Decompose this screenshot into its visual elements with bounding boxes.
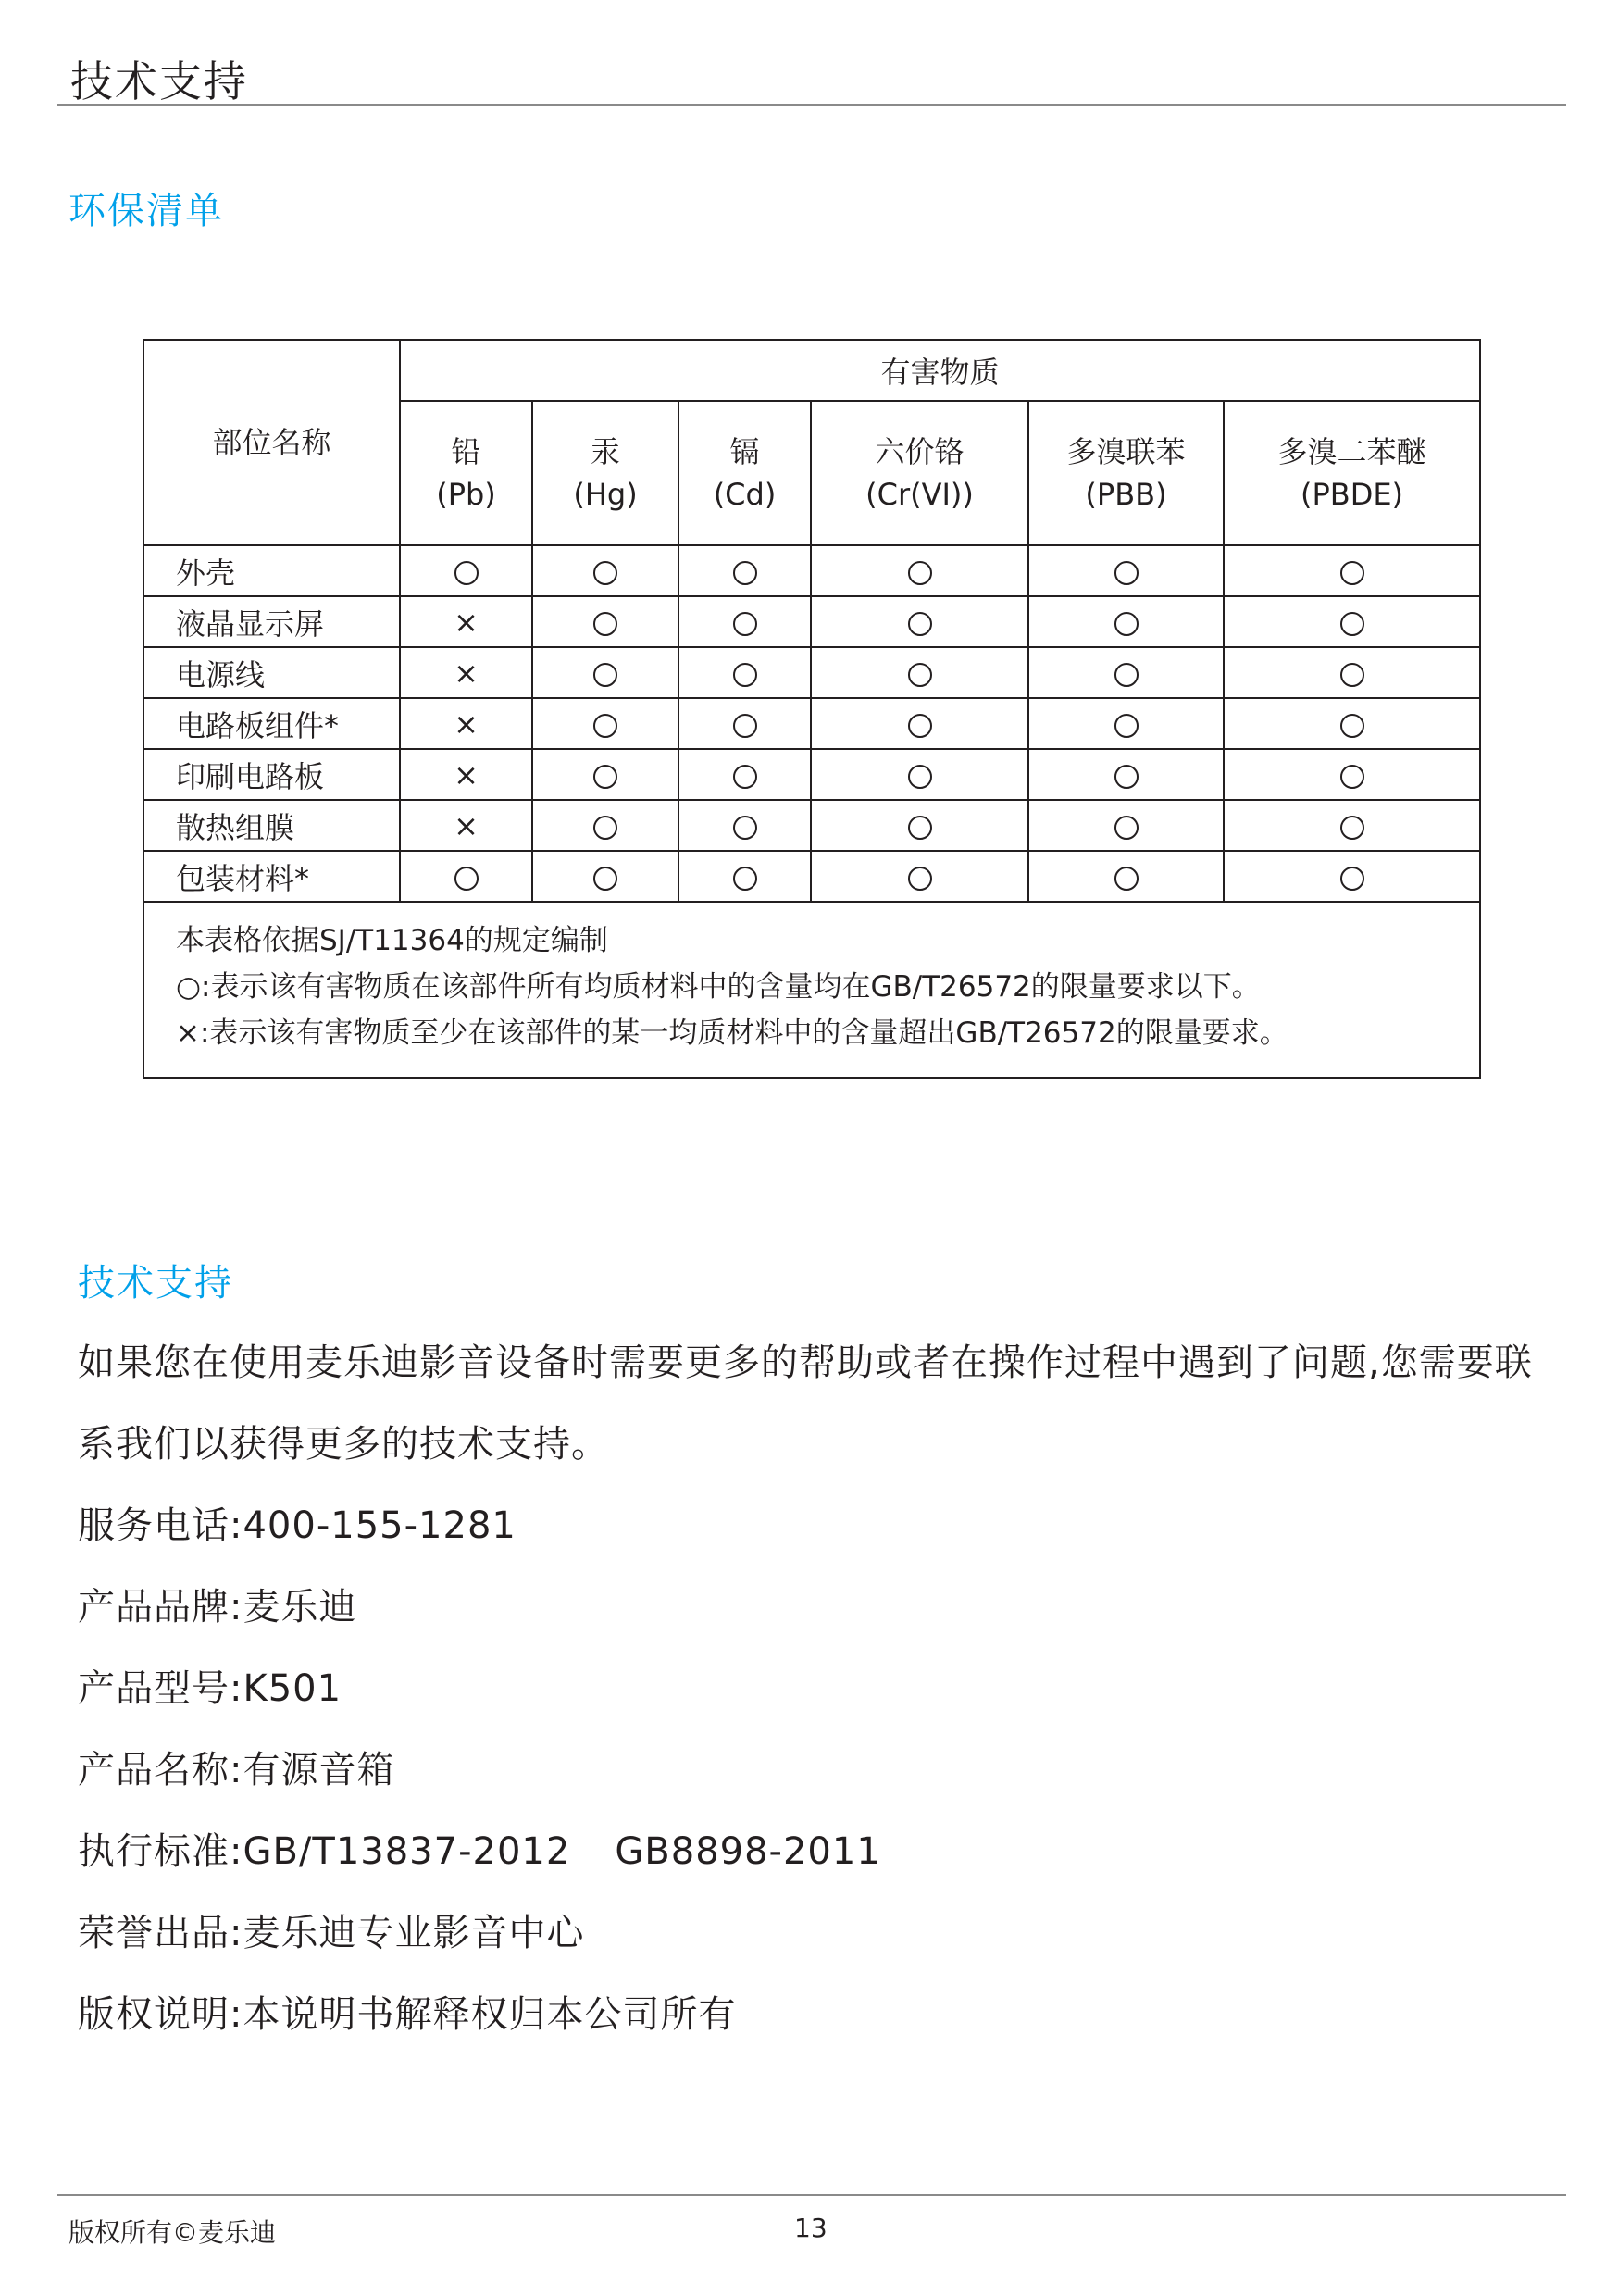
page-header-title: 技术支持 bbox=[70, 56, 248, 106]
compliant-circle-icon bbox=[1114, 816, 1139, 840]
exceeds-cross-mark: × bbox=[454, 756, 479, 792]
compliant-circle-icon bbox=[733, 663, 757, 687]
compliant-circle-icon bbox=[1114, 765, 1139, 789]
part-name-cell: 外壳 bbox=[143, 545, 400, 596]
compliant-circle-icon bbox=[1340, 663, 1364, 687]
table-row bbox=[143, 749, 1480, 800]
brand-label: 产品品牌: bbox=[78, 1586, 243, 1628]
substance-name: 六价铬 bbox=[875, 434, 965, 469]
substance-mark-cell bbox=[400, 545, 532, 596]
substance-mark-cell bbox=[678, 851, 811, 902]
compliant-circle-icon bbox=[733, 816, 757, 840]
exceeds-cross-mark: × bbox=[454, 604, 479, 640]
substance-mark-cell bbox=[811, 545, 1028, 596]
eco-list-title: 环保清单 bbox=[68, 190, 224, 232]
exceeds-cross-mark: × bbox=[454, 807, 479, 843]
substance-symbol: (Cd) bbox=[713, 477, 777, 512]
compliant-circle-icon bbox=[593, 765, 617, 789]
substance-mark-cell bbox=[678, 800, 811, 851]
substance-symbol: (PBDE) bbox=[1300, 477, 1404, 512]
substance-mark-cell bbox=[1028, 698, 1224, 749]
substance-name: 多溴二苯醚 bbox=[1277, 434, 1426, 469]
model-label: 产品型号: bbox=[78, 1667, 243, 1710]
substance-mark-cell bbox=[400, 749, 532, 800]
note-cross-meaning: ×:表示该有害物质至少在该部件的某一均质材料中的含量超出GB/T26572的限量要求。 bbox=[176, 1017, 1288, 1050]
standards-row bbox=[78, 1811, 1559, 1892]
substance-header-cd bbox=[678, 401, 811, 545]
substance-header-pbde bbox=[1224, 401, 1480, 545]
substance-mark-cell bbox=[1224, 698, 1480, 749]
substance-mark-cell bbox=[1224, 596, 1480, 647]
part-name-cell: 液晶显示屏 bbox=[143, 596, 400, 647]
compliant-circle-icon bbox=[908, 714, 932, 738]
standard-value-2: GB8898-2011 bbox=[615, 1830, 881, 1873]
substance-mark-cell bbox=[811, 647, 1028, 698]
compliant-circle-icon bbox=[1114, 612, 1139, 636]
producer-row bbox=[78, 1892, 1559, 1974]
part-name-cell: 电源线 bbox=[143, 647, 400, 698]
compliant-circle-icon bbox=[593, 561, 617, 585]
substance-symbol: (Pb) bbox=[436, 477, 496, 512]
substance-mark-cell bbox=[1028, 851, 1224, 902]
compliant-circle-icon bbox=[1114, 867, 1139, 891]
compliant-circle-icon bbox=[454, 561, 479, 585]
compliant-circle-icon bbox=[1340, 561, 1364, 585]
page-header bbox=[57, 37, 1566, 106]
substance-mark-cell bbox=[400, 800, 532, 851]
substance-symbol: (PBB) bbox=[1085, 477, 1167, 512]
substance-mark-cell bbox=[1224, 851, 1480, 902]
table-body bbox=[143, 545, 1480, 902]
substance-mark-cell bbox=[678, 545, 811, 596]
compliant-circle-icon bbox=[908, 561, 932, 585]
substance-mark-cell bbox=[532, 596, 678, 647]
substance-mark-cell bbox=[400, 698, 532, 749]
brand-value: 麦乐迪 bbox=[243, 1586, 357, 1628]
substance-mark-cell bbox=[400, 596, 532, 647]
compliant-circle-icon bbox=[733, 765, 757, 789]
substance-name: 镉 bbox=[729, 434, 760, 469]
substance-mark-cell bbox=[678, 647, 811, 698]
compliant-circle-icon bbox=[1114, 663, 1139, 687]
table-row bbox=[143, 596, 1480, 647]
substance-mark-cell bbox=[811, 851, 1028, 902]
substance-mark-cell bbox=[1028, 647, 1224, 698]
compliant-circle-icon bbox=[733, 714, 757, 738]
part-name-cell: 电路板组件* bbox=[143, 698, 400, 749]
table-row bbox=[143, 800, 1480, 851]
substance-mark-cell bbox=[1224, 749, 1480, 800]
substance-mark-cell bbox=[811, 749, 1028, 800]
substance-name: 汞 bbox=[590, 434, 620, 469]
service-phone-row bbox=[78, 1485, 1559, 1566]
substance-header-pbb bbox=[1028, 401, 1224, 545]
table-row bbox=[143, 647, 1480, 698]
note-basis: 本表格依据SJ/T11364的规定编制 bbox=[176, 924, 608, 957]
substance-name: 多溴联苯 bbox=[1066, 434, 1186, 469]
substance-mark-cell bbox=[400, 647, 532, 698]
compliant-circle-icon bbox=[593, 612, 617, 636]
compliant-circle-icon bbox=[908, 663, 932, 687]
compliant-circle-icon bbox=[593, 867, 617, 891]
table-row bbox=[143, 851, 1480, 902]
substance-mark-cell bbox=[1224, 545, 1480, 596]
model-value: K501 bbox=[243, 1667, 342, 1710]
exceeds-cross-mark: × bbox=[454, 705, 479, 742]
substance-mark-cell bbox=[678, 596, 811, 647]
service-phone-value: 400-155-1281 bbox=[243, 1504, 517, 1547]
substance-mark-cell bbox=[532, 647, 678, 698]
product-name-value: 有源音箱 bbox=[243, 1749, 395, 1791]
substance-header-cr6 bbox=[811, 401, 1028, 545]
producer-value: 麦乐迪专业影音中心 bbox=[243, 1912, 585, 1954]
product-name-label: 产品名称: bbox=[78, 1749, 243, 1791]
product-name-row bbox=[78, 1729, 1559, 1811]
copyright-notice-row bbox=[78, 1974, 1559, 2055]
hazardous-substance-table bbox=[143, 339, 1481, 1079]
substance-mark-cell bbox=[1028, 545, 1224, 596]
substance-header-hg bbox=[532, 401, 678, 545]
substance-mark-cell bbox=[532, 698, 678, 749]
substance-symbol: (Cr(VI)) bbox=[865, 477, 974, 512]
compliant-circle-icon bbox=[1340, 612, 1364, 636]
part-name-header: 部位名称 bbox=[143, 340, 400, 545]
compliant-circle-icon bbox=[733, 561, 757, 585]
substance-mark-cell bbox=[811, 698, 1028, 749]
copyright-notice-value: 本说明书解释权归本公司所有 bbox=[243, 1993, 737, 2036]
support-info bbox=[78, 1322, 1559, 2055]
compliant-circle-icon bbox=[908, 765, 932, 789]
page-footer bbox=[57, 2194, 1566, 2261]
substance-mark-cell bbox=[811, 800, 1028, 851]
substance-mark-cell bbox=[1028, 596, 1224, 647]
support-intro: 如果您在使用麦乐迪影音设备时需要更多的帮助或者在操作过程中遇到了问题,您需要联系我们以获得更多的技术支持。 bbox=[78, 1341, 1533, 1466]
page-number: 13 bbox=[794, 2213, 828, 2243]
standards-label: 执行标准: bbox=[78, 1830, 243, 1873]
compliant-circle-icon bbox=[1114, 561, 1139, 585]
substance-mark-cell bbox=[400, 851, 532, 902]
substance-mark-cell bbox=[1028, 749, 1224, 800]
table-notes bbox=[143, 902, 1480, 1078]
compliant-circle-icon bbox=[1340, 765, 1364, 789]
compliant-circle-icon bbox=[1340, 816, 1364, 840]
support-section-title: 技术支持 bbox=[78, 1262, 233, 1304]
model-row bbox=[78, 1648, 1559, 1729]
copyright-notice-label: 版权说明: bbox=[78, 1993, 243, 2036]
compliant-circle-icon bbox=[908, 867, 932, 891]
compliant-circle-icon bbox=[733, 867, 757, 891]
substance-mark-cell bbox=[532, 851, 678, 902]
table-row bbox=[143, 698, 1480, 749]
substance-mark-cell bbox=[1224, 800, 1480, 851]
compliant-circle-icon bbox=[1340, 714, 1364, 738]
substance-mark-cell bbox=[678, 698, 811, 749]
hazardous-substance-header: 有害物质 bbox=[400, 340, 1480, 401]
substance-mark-cell bbox=[532, 800, 678, 851]
compliant-circle-icon bbox=[733, 612, 757, 636]
compliant-circle-icon bbox=[908, 612, 932, 636]
compliant-circle-icon bbox=[908, 816, 932, 840]
note-circle-meaning: ○:表示该有害物质在该部件所有均质材料中的含量均在GB/T26572的限量要求以下。 bbox=[176, 970, 1261, 1004]
compliant-circle-icon bbox=[593, 714, 617, 738]
substance-mark-cell bbox=[678, 749, 811, 800]
producer-label: 荣誉出品: bbox=[78, 1912, 243, 1954]
substance-mark-cell bbox=[1028, 800, 1224, 851]
footer-copyright: 版权所有©麦乐迪 bbox=[68, 2217, 277, 2248]
standard-value-1: GB/T13837-2012 bbox=[243, 1830, 571, 1873]
table-row bbox=[143, 545, 1480, 596]
substance-mark-cell bbox=[811, 596, 1028, 647]
substance-header-pb bbox=[400, 401, 532, 545]
compliant-circle-icon bbox=[1340, 867, 1364, 891]
compliant-circle-icon bbox=[593, 663, 617, 687]
substance-mark-cell bbox=[532, 545, 678, 596]
substance-mark-cell bbox=[1224, 647, 1480, 698]
part-name-cell: 包装材料* bbox=[143, 851, 400, 902]
exceeds-cross-mark: × bbox=[454, 655, 479, 691]
substance-name: 铅 bbox=[451, 434, 481, 469]
substance-symbol: (Hg) bbox=[573, 477, 638, 512]
compliant-circle-icon bbox=[593, 816, 617, 840]
compliant-circle-icon bbox=[1114, 714, 1139, 738]
substance-mark-cell bbox=[532, 749, 678, 800]
compliant-circle-icon bbox=[454, 867, 479, 891]
part-name-cell: 散热组膜 bbox=[143, 800, 400, 851]
part-name-cell: 印刷电路板 bbox=[143, 749, 400, 800]
brand-row bbox=[78, 1566, 1559, 1648]
service-phone-label: 服务电话: bbox=[78, 1504, 243, 1547]
